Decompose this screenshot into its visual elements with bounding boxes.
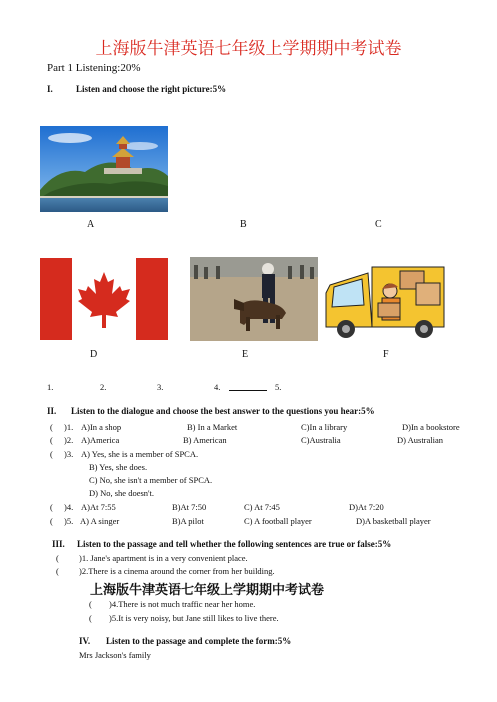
picture-label-b: B [240,219,247,230]
answer-number-5: 5. [275,382,282,392]
picture-label-a: A [87,219,95,230]
section-1-number: I. [47,84,53,94]
q2-4-paren: ( [50,502,53,512]
q3-4-paren: ( [89,599,92,609]
picture-label-f: F [383,349,389,360]
q2-1-option-d: D)In a bookstore [402,422,460,432]
q2-5-paren: ( [50,516,53,526]
q2-4-option-d: D)At 7:20 [349,502,384,512]
q2-3-option-d: D) No, she doesn't. [89,488,155,498]
q2-2-number: )2. [64,435,74,445]
answer-number-1: 1. [47,382,54,392]
q2-5-option-a: A) A singer [80,516,120,526]
answer-blank-4[interactable] [229,381,267,391]
delivery-truck-image [320,255,446,341]
q2-4-option-c: C) At 7:45 [244,502,280,512]
q2-4-option-b: B)At 7:50 [172,502,207,512]
q2-3-option-c: C) No, she isn't a member of SPCA. [89,475,213,485]
picture-label-e: E [242,349,249,360]
q3-1-text: )1. Jane's apartment is in a very convenient place. [79,553,248,563]
q2-3-paren: ( [50,449,53,459]
section-3-number: III. [52,539,65,549]
q2-4-option-a: A)At 7:55 [81,502,116,512]
q2-1-paren: ( [50,422,53,432]
picture-label-d: D [90,349,98,360]
q3-5-text: )5.It is very noisy, but Jane still likes to live there. [109,613,279,623]
answer-number-3: 3. [157,382,164,392]
section-4-title: Listen to the passage and complete the form:5% [106,636,292,646]
q2-2-option-a: A)America [81,435,120,445]
q2-5-number: )5. [64,516,74,526]
repeated-title: 上海版牛津英语七年级上学期期中考试卷 [90,582,325,597]
q2-1-option-a: A)In a shop [81,422,122,432]
picture-label-c: C [375,219,382,230]
section-3-title: Listen to the passage and tell whether the following sentences are true or false:5% [77,539,392,549]
part-heading: Part 1 Listening:20% [47,62,141,74]
section-4-subtitle: Mrs Jackson's family [79,650,151,660]
q2-2-option-b: B) American [183,435,227,445]
q2-2-option-d: D) Australian [397,435,444,445]
pagoda-photo [40,126,168,212]
answer-number-4: 4. [214,382,221,392]
police-dog-photo [190,257,318,341]
q2-3-option-a: A) Yes, she is a member of SPCA. [81,449,199,459]
page-title: 上海版牛津英语七年级上学期期中考试卷 [95,39,402,58]
q3-1-paren: ( [56,553,59,563]
q2-2-paren: ( [50,435,53,445]
q2-4-number: )4. [64,502,74,512]
section-4-number: IV. [79,636,91,646]
q3-4-text: )4.There is not much traffic near her home. [109,599,256,609]
q2-3-option-b: B) Yes, she does. [89,462,148,472]
q2-5-option-c: C) A football player [244,516,312,526]
q3-5-paren: ( [89,613,92,623]
q2-2-option-c: C)Australia [301,435,341,445]
section-1-title: Listen and choose the right picture:5% [76,84,227,94]
section-2-title: Listen to the dialogue and choose the best answer to the questions you hear:5% [71,406,375,416]
q2-1-option-c: C)In a library [301,422,348,432]
q3-2-paren: ( [56,566,59,576]
answer-number-2: 2. [100,382,107,392]
q2-1-option-b: B) In a Market [187,422,238,432]
q3-2-text: )2.There is a cinema around the corner from her building. [79,566,275,576]
canada-flag-image [40,258,168,340]
q2-3-number: )3. [64,449,74,459]
q2-1-number: )1. [64,422,74,432]
q2-5-option-b: B)A pilot [172,516,204,526]
section-2-number: II. [47,406,57,416]
q2-5-option-d: D)A basketball player [356,516,431,526]
